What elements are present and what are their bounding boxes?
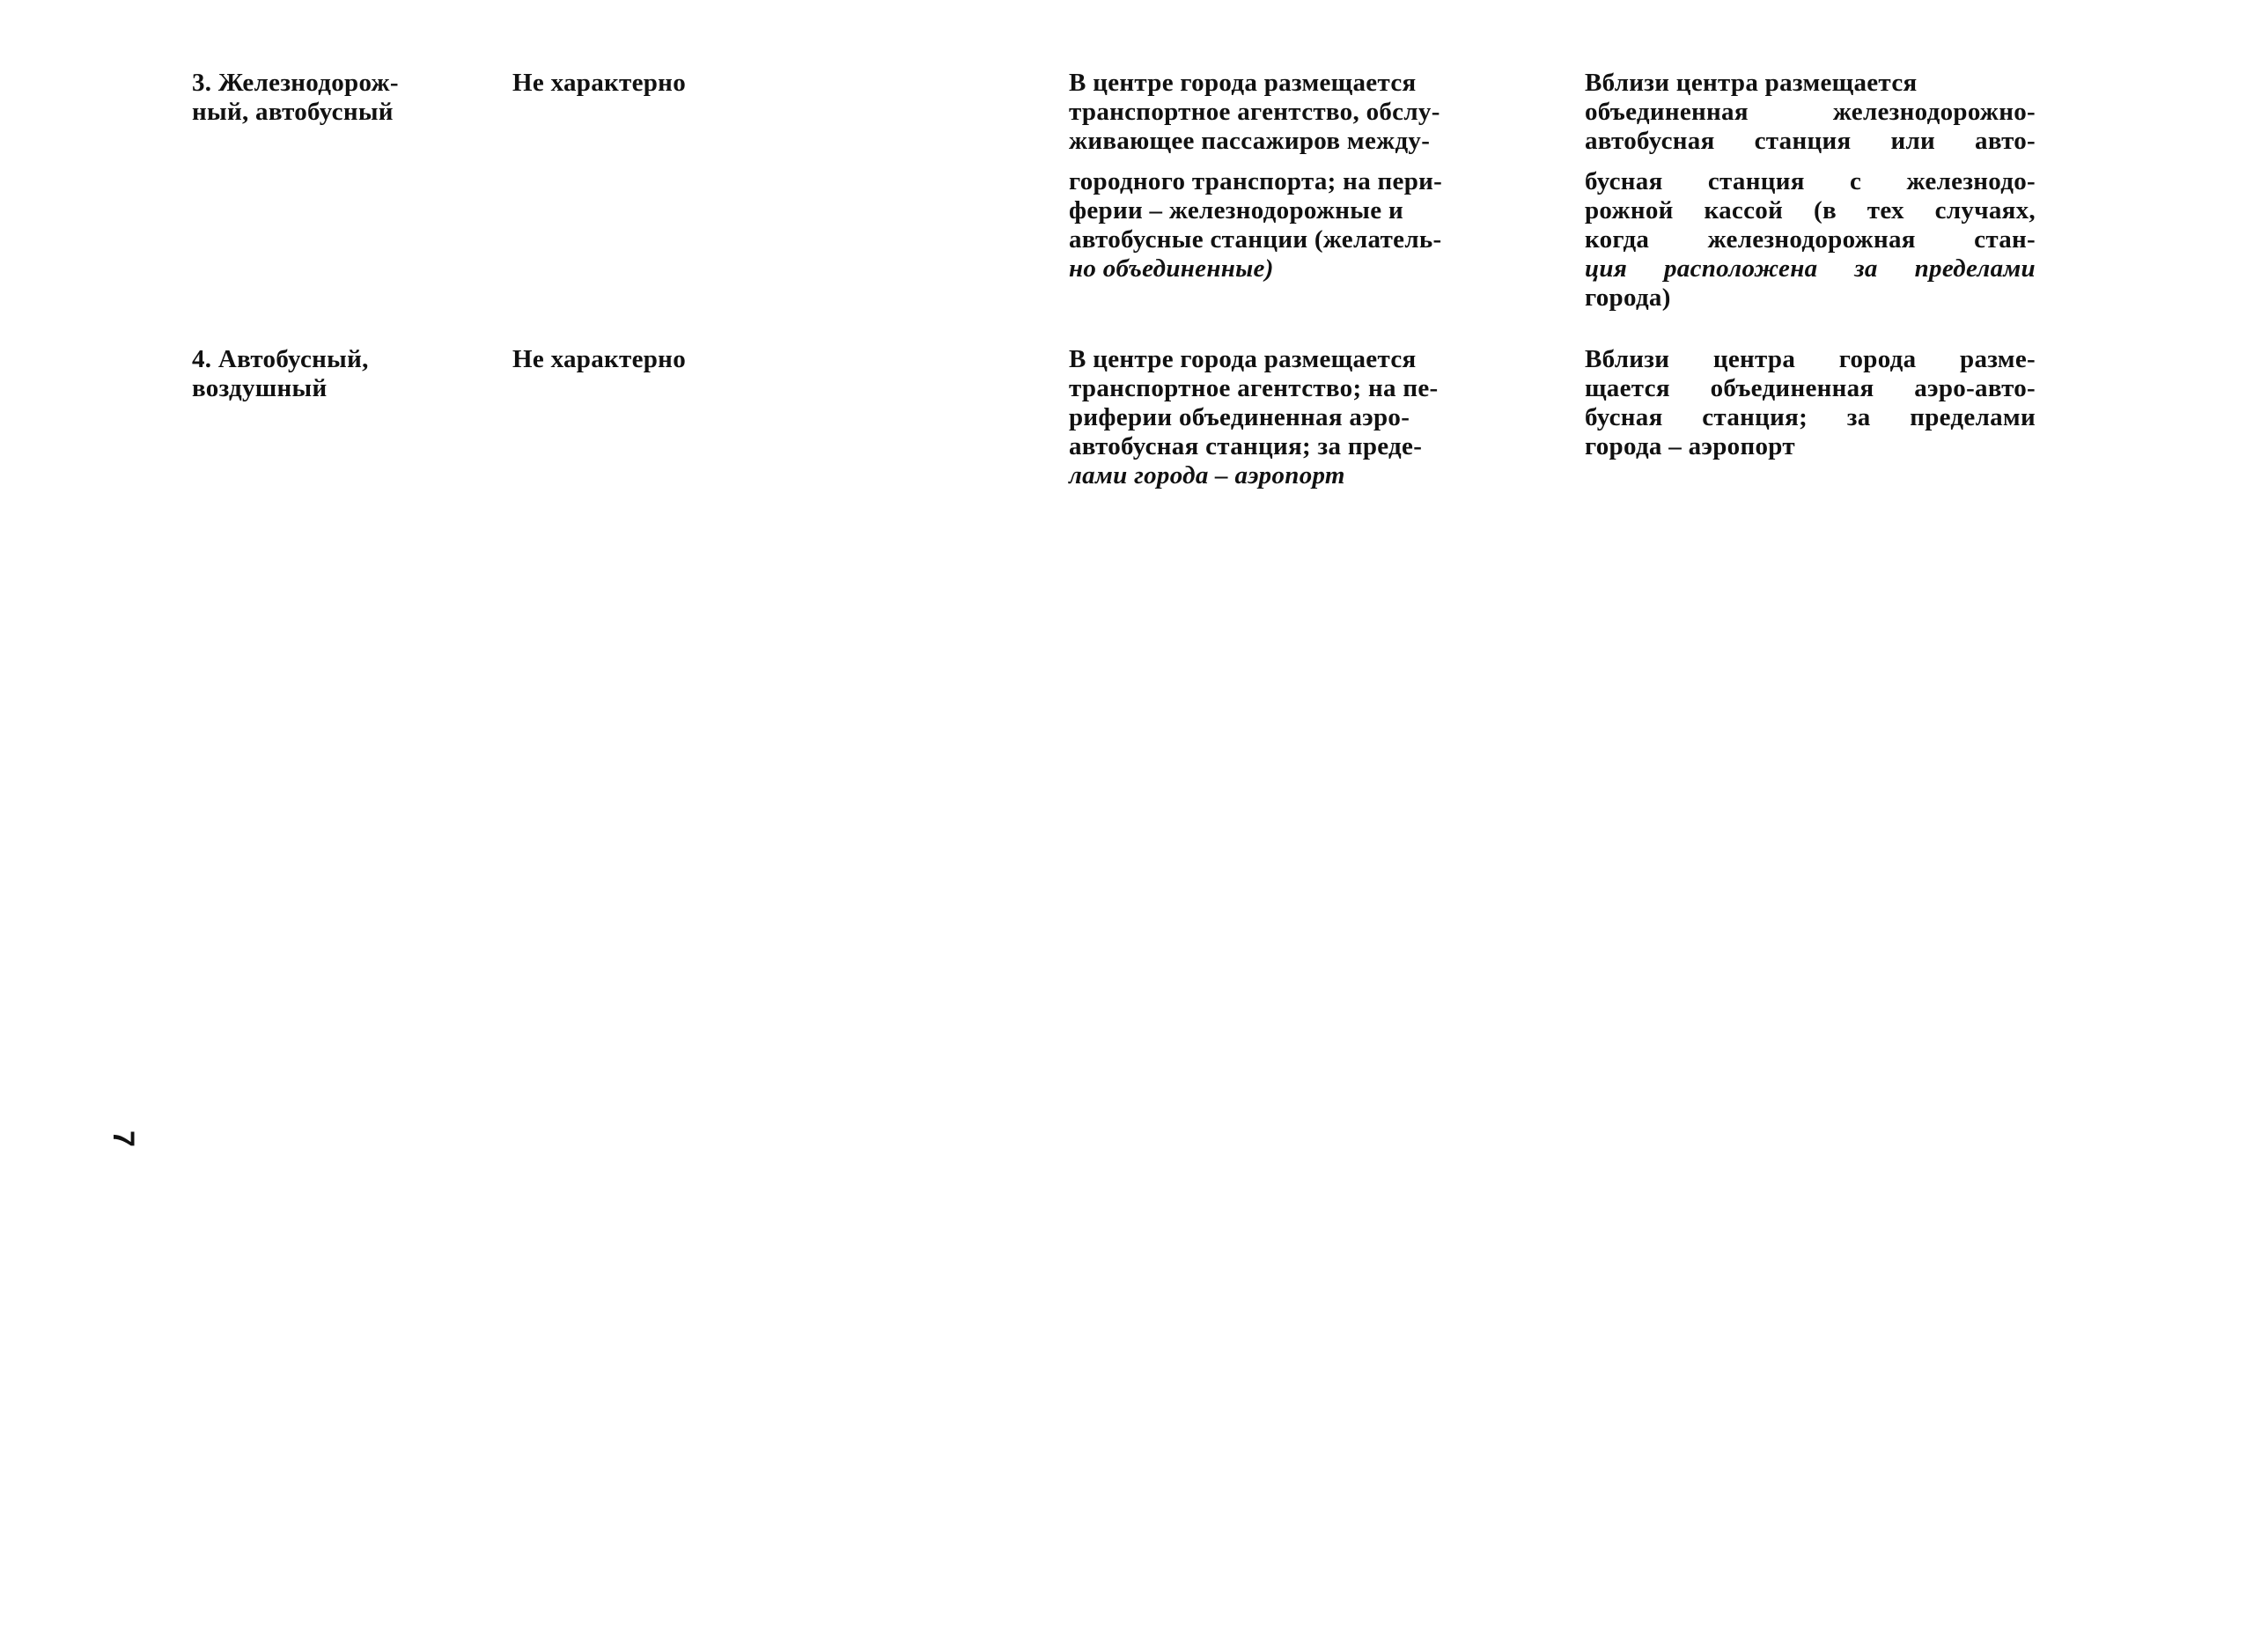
row-3-transport-type xyxy=(192,69,474,127)
row-3-small-city xyxy=(512,69,900,98)
row-4-medium-line-5: лами города – аэропорт xyxy=(1069,461,1345,489)
row-3-medium-city-continued xyxy=(1069,167,1520,283)
row-3-large-line-1: Вблизи центра размещается xyxy=(1585,69,1918,97)
row-3-type-line-2: ный, автобусный xyxy=(192,98,394,126)
row-4-type-line-2: воздушный xyxy=(192,374,328,402)
row-3-large-line-7: ция расположена за пределами xyxy=(1585,254,2036,283)
row-4-medium-line-4: автобусная станция; за преде- xyxy=(1069,432,1423,460)
row-3-medium-city xyxy=(1069,69,1520,156)
row-3-small-city-text: Не характерно xyxy=(512,69,686,97)
row-4-large-line-2: щается объединенная аэро-авто- xyxy=(1585,374,2036,402)
row-4-large-line-4: города – аэропорт xyxy=(1585,432,1795,460)
row-3-large-line-2: объединенная железнодорожно- xyxy=(1585,98,2036,126)
row-3-large-line-3: автобусная станция или авто- xyxy=(1585,127,2036,155)
row-4-type-line-1: 4. Автобусный, xyxy=(192,345,369,373)
row-4-medium-line-1: В центре города размещается xyxy=(1069,345,1417,373)
row-3-medium-line-4: городного транспорта; на пери- xyxy=(1069,167,1443,195)
row-3-medium-line-3: живающее пассажиров между- xyxy=(1069,127,1431,155)
row-3-large-line-8: города) xyxy=(1585,283,1671,312)
row-3-large-line-4: бусная станция с железнодо- xyxy=(1585,167,2036,195)
row-3-large-city xyxy=(1585,69,2036,156)
row-4-medium-city xyxy=(1069,345,1520,490)
row-4-small-city-text: Не характерно xyxy=(512,345,686,373)
row-3-large-city-continued xyxy=(1585,167,2036,313)
row-4-large-city xyxy=(1585,345,2036,461)
page-number: 7 xyxy=(106,1130,140,1147)
row-3-type-line-1: 3. Железнодорож- xyxy=(192,69,399,97)
row-3-medium-line-7: но объединенные) xyxy=(1069,254,1274,283)
row-3-medium-line-5: ферии – железнодорожные и xyxy=(1069,196,1403,224)
row-3-medium-line-6: автобусные станции (желатель- xyxy=(1069,225,1442,254)
row-4-small-city xyxy=(512,345,900,374)
row-3-medium-line-1: В центре города размещается xyxy=(1069,69,1417,97)
row-4-transport-type xyxy=(192,345,474,403)
row-4-large-line-1: Вблизи центра города разме- xyxy=(1585,345,2036,373)
row-4-large-line-3: бусная станция; за пределами xyxy=(1585,403,2036,431)
row-4-medium-line-2: транспортное агентство; на пе- xyxy=(1069,374,1439,402)
row-3-medium-line-2: транспортное агентство, обслу- xyxy=(1069,98,1440,126)
row-3-large-line-6: когда железнодорожная стан- xyxy=(1585,225,2036,254)
row-4-medium-line-3: риферии объединенная аэро- xyxy=(1069,403,1410,431)
row-3-large-line-5: рожной кассой (в тех случаях, xyxy=(1585,196,2036,224)
